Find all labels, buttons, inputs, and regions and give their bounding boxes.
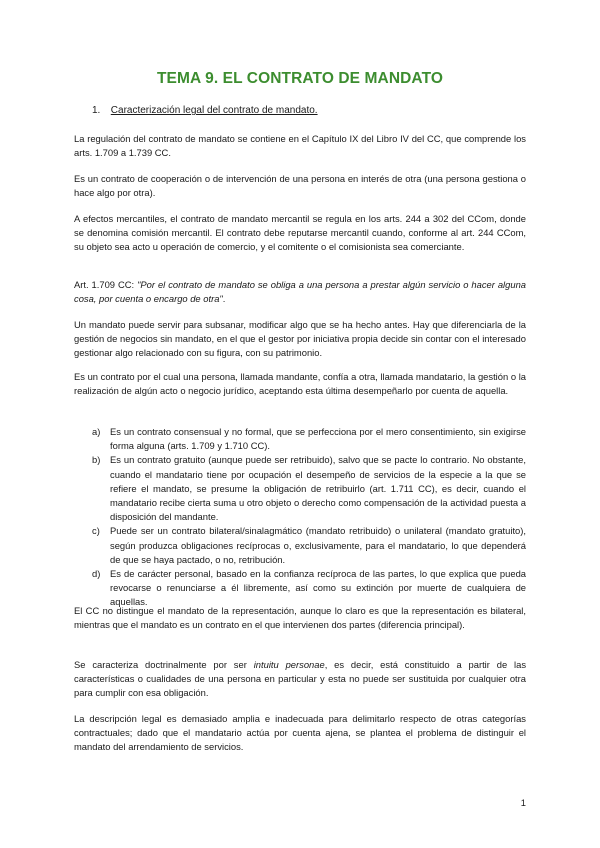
list-item: [92, 524, 526, 567]
paragraph-intuitu-personae: [74, 658, 526, 701]
list-item: [92, 453, 526, 524]
paragraph-descripcion-legal: La descripción legal es demasiado amplia e inadecuada para delimitarlo respecto de otras categorías contractuales; dado que el mandatario actúa por cuenta ajena, se plantea el problema de distinguir el mandato del arrendamiento de servicios.: [74, 713, 526, 753]
list-marker: b): [92, 454, 101, 466]
article-quote-text: "Por el contrato de mandato se obliga a una persona a prestar algún servicio o hacer alguna cosa, por cuenta o encargo de otra": [74, 279, 526, 305]
paragraph-mercantil: A efectos mercantiles, el contrato de mandato mercantil se regula en los arts. 244 a 302 del CCom, donde se denomina comisión mercantil. El contrato debe reputarse mercantil cuando, conforme al art. 244 CCom, su objeto sea acto u operación de comercio, y el comitente o el comisionista sea comerciante.: [74, 213, 526, 253]
paragraph-article-quote: [74, 278, 526, 306]
paragraph-definicion: Es un contrato por el cual una persona, llamada mandante, confía a otra, llamada mandatario, la gestión o la realización de algún acto o negocio jurídico, aceptando esta última desempeñarlo por cuenta de aquella.: [74, 371, 526, 397]
list-marker: c): [92, 525, 100, 537]
section-heading: [92, 105, 318, 116]
paragraph-representacion: El CC no distingue el mandato de la representación, aunque lo claro es que la representación es bilateral, mientras que el mandato es un contrato en el que intervienen dos partes (diferencia principal).: [74, 605, 526, 631]
list-item-text: Es de carácter personal, basado en la confianza recíproca de las partes, lo que explica que pueda revocarse o renunciarse a él libremente, así como su extinción por muerte de cualquiera de aquellas.: [110, 568, 526, 608]
section-number: 1.: [92, 105, 101, 116]
paragraph-subsanar: Un mandato puede servir para subsanar, modificar algo que se ha hecho antes. Hay que diferenciarla de la gestión de negocios sin mandato, en el que el gestor por iniciativa propia decide sin contar con el interesado gestionar algo relacionado con su figura, con su patrimonio.: [74, 319, 526, 359]
intuitu-after: , es decir, está constituido a partir de las características o cualidades de una persona en particular y esta no puede ser sustituida por cualquier otra para cumplir con esa obligación.: [74, 659, 527, 699]
section-heading-text: Caracterización legal del contrato de mandato.: [110, 105, 318, 116]
document-title: TEMA 9. EL CONTRATO DE MANDATO: [156, 70, 444, 87]
characteristics-list: [92, 425, 526, 610]
list-item-text: Es un contrato gratuito (aunque puede ser retribuido), salvo que se pacte lo contrario. No obstante, cuando el mandatario tiene por ocupación el desempeño de servicios de la especie a la que se refiere el mandato, se presume la obligación de retribuirlo (art. 1.711 CC), es decir, cuando el mandatario recibe cierta suma u otro objeto o derecho como compensación de la actividad puesta a disposición del mandante.: [110, 454, 526, 523]
list-marker: a): [92, 426, 101, 437]
intuitu-emphasis: intuitu personae: [253, 659, 325, 670]
list-item-text: Puede ser un contrato bilateral/sinalagmático (mandato retribuido) o unilateral (mandato gratuito), según produzca obligaciones recíprocas o, exclusivamente, para el mandatario, lo que dependerá de que se haya pactado, o no, retribución.: [110, 525, 526, 565]
intuitu-before: Se caracteriza doctrinalmente por ser: [74, 659, 254, 670]
list-marker: d): [92, 568, 101, 580]
article-quote-suffix: .: [222, 293, 226, 305]
list-item-text: Es un contrato consensual y no formal, que se perfecciona por el mero consentimiento, sin exigirse forma alguna (arts. 1.709 y 1.710 CC).: [110, 426, 526, 452]
article-reference: Art. 1.709 CC:: [74, 279, 138, 290]
paragraph-regulacion: La regulación del contrato de mandato se contiene en el Capítulo IX del Libro IV del CC, que comprende los arts. 1.709 a 1.739 CC.: [74, 133, 526, 159]
page-number: 1: [520, 797, 526, 808]
list-item: [92, 425, 526, 453]
paragraph-cooperacion: Es un contrato de cooperación o de intervención de una persona en interés de otra (una persona gestiona o hace algo por otra).: [74, 173, 526, 199]
